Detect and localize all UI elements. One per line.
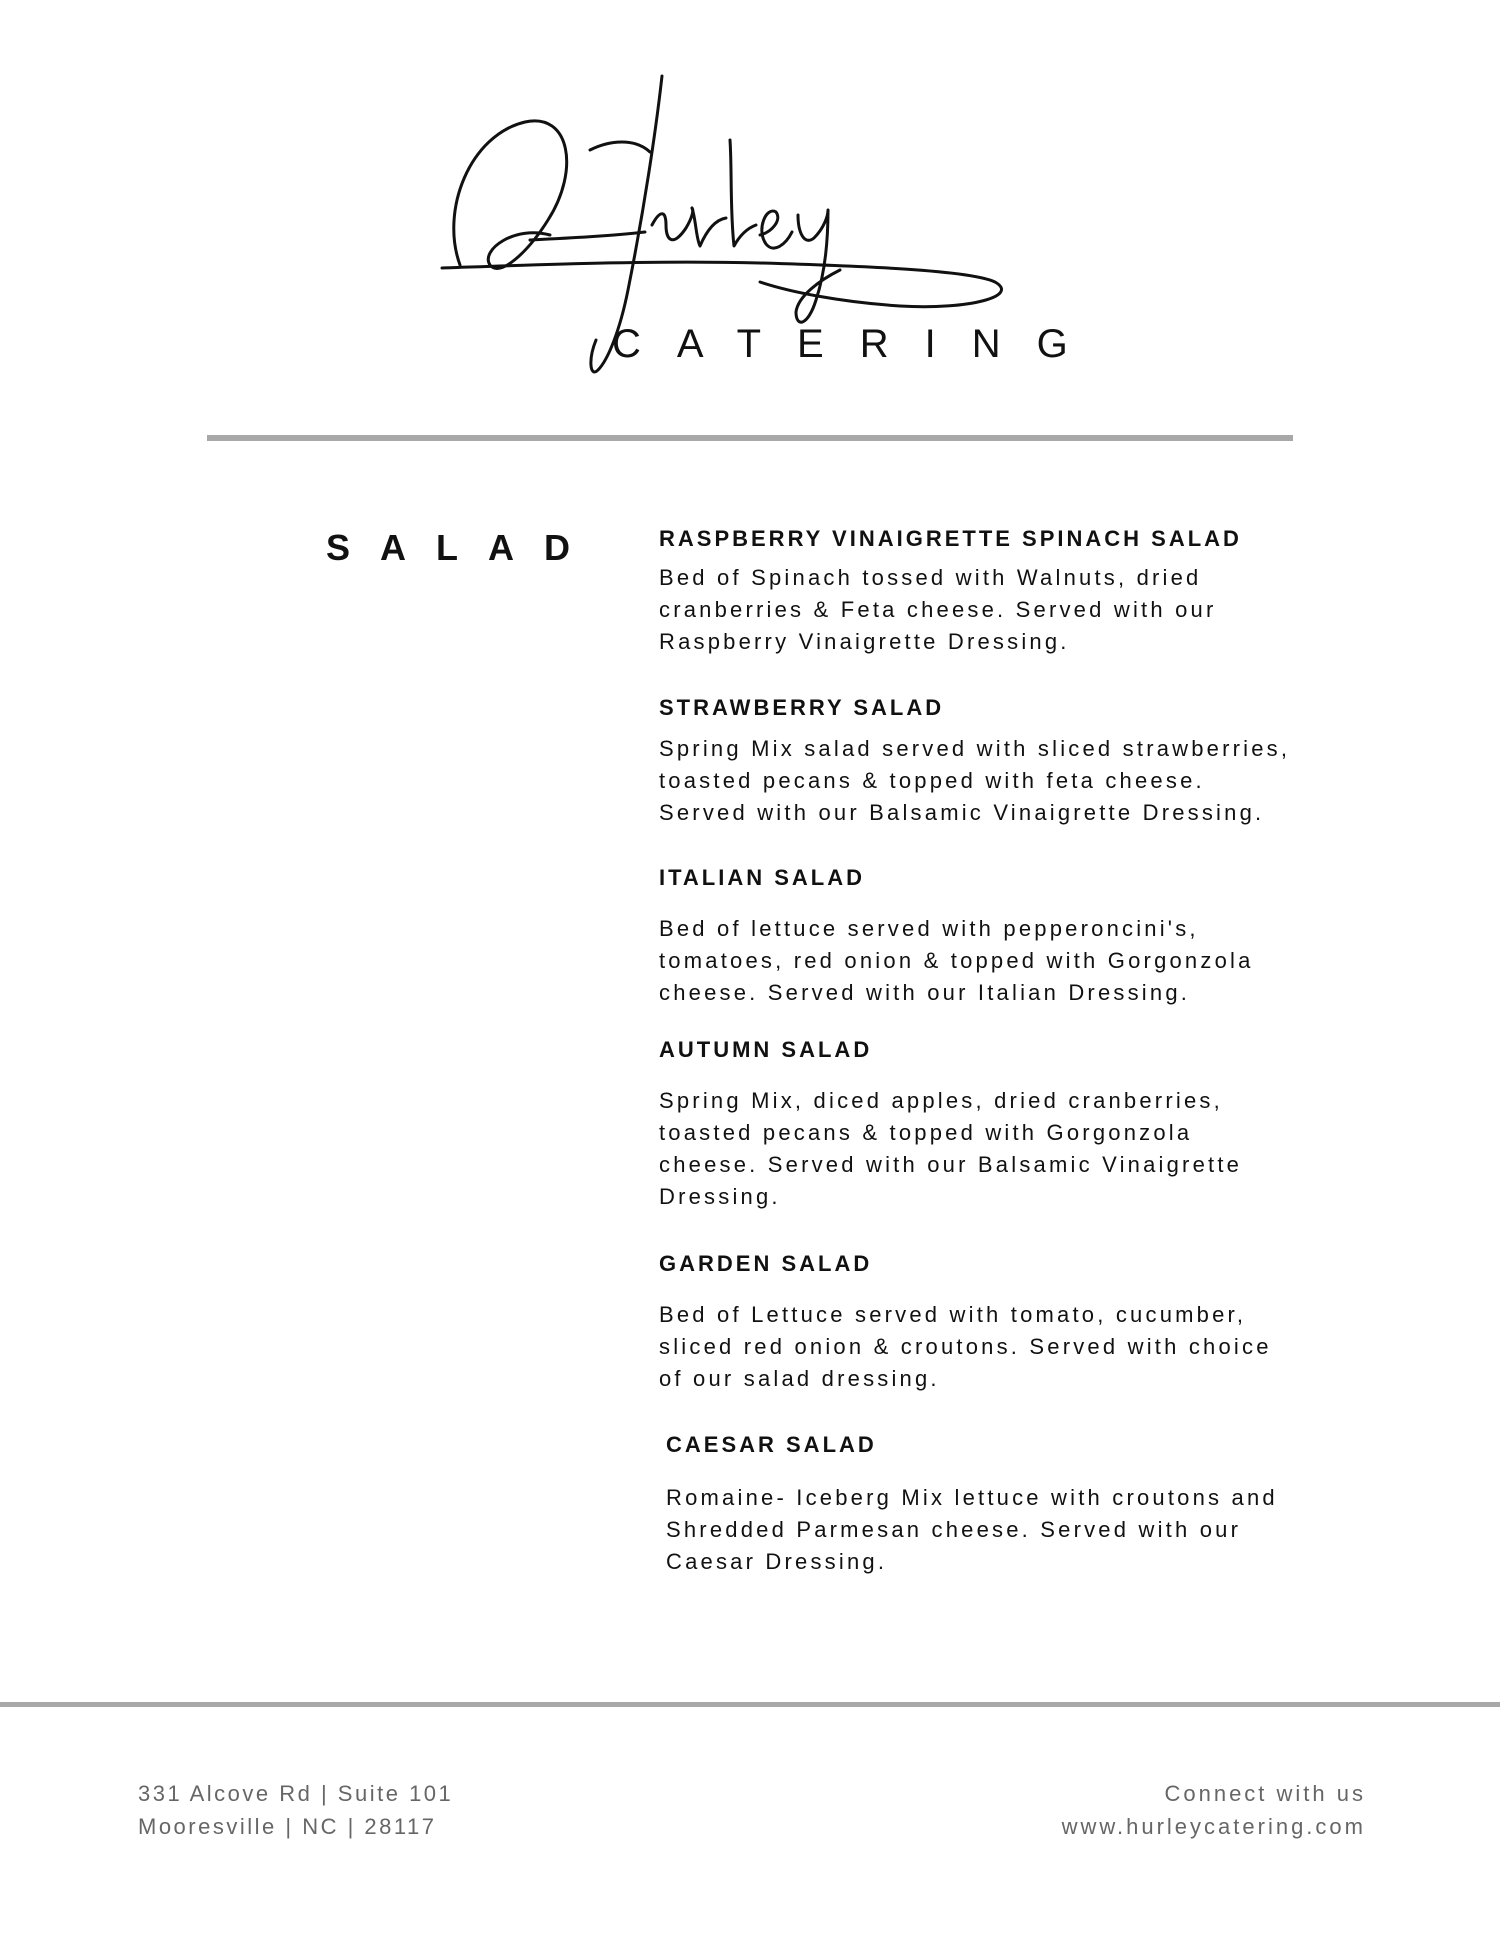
menu-item-name: RASPBERRY VINAIGRETTE SPINACH SALAD bbox=[659, 526, 1242, 551]
menu-item bbox=[666, 1432, 1366, 1578]
footer-address bbox=[138, 1777, 453, 1843]
menu-item-description: Spring Mix salad served with sliced strawberries, toasted pecans & topped with feta cheese. Served with our Balsamic Vinaigrette Dressing. bbox=[659, 736, 1291, 825]
menu-item-name: CAESAR SALAD bbox=[666, 1432, 877, 1457]
menu-item bbox=[659, 695, 1359, 829]
menu-item-description: Bed of lettuce served with pepperoncini's, tomatoes, red onion & topped with Gorgonzola cheese. Served with our Italian Dressing. bbox=[659, 916, 1254, 1005]
brand-logo bbox=[430, 60, 1104, 390]
section-title: SALAD bbox=[326, 527, 600, 568]
brand-subtitle: CATERING bbox=[612, 322, 1104, 366]
menu-item bbox=[659, 1037, 1359, 1213]
menu-item-name: GARDEN SALAD bbox=[659, 1251, 873, 1276]
menu-item bbox=[659, 1251, 1359, 1395]
address-line-1: 331 Alcove Rd | Suite 101 bbox=[138, 1781, 454, 1806]
menu-item-name: ITALIAN SALAD bbox=[659, 865, 866, 890]
menu-item bbox=[659, 865, 1359, 1009]
menu-item-name: STRAWBERRY SALAD bbox=[659, 695, 945, 720]
bottom-divider bbox=[0, 1702, 1500, 1707]
menu-item-description: Bed of Lettuce served with tomato, cucumber, sliced red onion & croutons. Served with choice of our salad dressing. bbox=[659, 1302, 1272, 1391]
menu-item bbox=[659, 526, 1359, 658]
top-divider bbox=[207, 435, 1293, 441]
website-link[interactable]: www.hurleycatering.com bbox=[1061, 1814, 1366, 1839]
address-line-2: Mooresville | NC | 28117 bbox=[138, 1814, 437, 1839]
menu-item-name: AUTUMN SALAD bbox=[659, 1037, 873, 1062]
menu-item-description: Spring Mix, diced apples, dried cranberries, toasted pecans & topped with Gorgonzola cheese. Served with our Balsamic Vinaigrette Dressing. bbox=[659, 1088, 1243, 1209]
menu-item-description: Romaine- Iceberg Mix lettuce with croutons and Shredded Parmesan cheese. Served with our Caesar Dressing. bbox=[666, 1485, 1278, 1574]
connect-label: Connect with us bbox=[1164, 1781, 1366, 1806]
menu-item-description: Bed of Spinach tossed with Walnuts, dried cranberries & Feta cheese. Served with our Raspberry Vinaigrette Dressing. bbox=[659, 565, 1217, 654]
footer-contact bbox=[1062, 1777, 1366, 1843]
